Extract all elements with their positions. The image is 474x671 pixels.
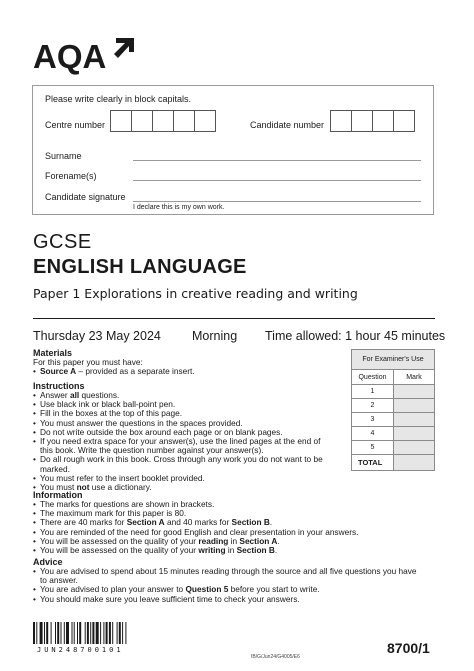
- barcode-bar: [51, 622, 52, 644]
- information-item-text: in: [228, 535, 240, 546]
- centre-digit-box[interactable]: [194, 110, 216, 132]
- instructions-list: [33, 391, 343, 492]
- declaration-text: I declare this is my own work.: [133, 204, 225, 211]
- barcode-bar: [85, 622, 86, 644]
- centre-digit-box[interactable]: [131, 110, 153, 132]
- barcode-bar: [46, 622, 48, 644]
- document-reference: IB/G/Jun24/G4005/E6: [251, 654, 300, 660]
- question-number-cell: 4: [352, 427, 394, 441]
- information-item-emphasis: reading: [198, 535, 229, 546]
- question-number-cell: 2: [352, 399, 394, 413]
- centre-digit-box[interactable]: [110, 110, 132, 132]
- barcode-bar: [87, 622, 89, 644]
- information-item-text: You will be assessed on the quality of your: [40, 545, 199, 556]
- exam-date: Thursday 23 May 2024: [33, 329, 161, 343]
- question-number-cell: 3: [352, 413, 394, 427]
- advice-item-emphasis: Question 5: [185, 584, 229, 595]
- barcode-bar: [122, 622, 123, 644]
- candidate-digit-box[interactable]: [351, 110, 373, 132]
- instruction-text: Fill in the boxes at the top of this page.: [40, 408, 183, 419]
- barcode: [33, 622, 161, 644]
- candidate-number-label: Candidate number: [250, 120, 325, 130]
- advice-item: [40, 567, 453, 576]
- surname-label: Surname: [45, 151, 82, 161]
- instructions-section: [33, 381, 343, 492]
- paper-code: 8700/1: [387, 640, 430, 656]
- mark-cell: [394, 427, 435, 441]
- information-item-emphasis: Section B: [231, 517, 270, 528]
- barcode-bar: [72, 622, 73, 644]
- centre-digit-box[interactable]: [173, 110, 195, 132]
- question-column-header: Question: [352, 370, 394, 385]
- mark-column-header: Mark: [394, 370, 435, 385]
- barcode-bar: [61, 622, 62, 644]
- information-item-emphasis: Section A: [239, 535, 278, 546]
- barcode-bar: [90, 622, 91, 644]
- paper-title: Paper 1 Explorations in creative reading and writing: [33, 286, 358, 301]
- advice-item-text: before you start to write.: [228, 584, 320, 595]
- barcode-bar: [64, 622, 65, 644]
- signature-field[interactable]: [133, 201, 421, 202]
- barcode-bar: [77, 622, 78, 644]
- information-item-text: You will be assessed on the quality of your: [40, 535, 199, 546]
- information-item-text: The marks for questions are shown in brackets.: [40, 499, 215, 509]
- examiners-use-title: For Examiner's Use: [352, 350, 435, 370]
- information-item-text: .: [277, 535, 280, 546]
- qualification-title: GCSE: [33, 231, 92, 253]
- information-item-text: You are reminded of the need for good English and clear presentation in your answers.: [40, 526, 359, 537]
- materials-item: [40, 367, 343, 376]
- materials-section: [33, 348, 343, 376]
- instruction-text: You must: [40, 482, 77, 493]
- mark-cell: [394, 385, 435, 399]
- instruction-item: [40, 437, 343, 446]
- advice-item: [40, 595, 453, 604]
- barcode-bar: [36, 622, 37, 644]
- barcode-bar: [74, 622, 75, 644]
- information-item-text: There are 40 marks for: [40, 517, 127, 528]
- information-list: [33, 500, 433, 555]
- candidate-digit-box[interactable]: [330, 110, 352, 132]
- candidate-digit-box[interactable]: [372, 110, 394, 132]
- mark-cell: [394, 441, 435, 455]
- forename-field[interactable]: [133, 180, 421, 181]
- instruction-text: You must refer to the insert booklet provided.: [40, 472, 205, 483]
- information-item-text: in: [225, 545, 237, 556]
- barcode-bar: [117, 622, 118, 644]
- centre-number-field[interactable]: [110, 110, 215, 132]
- barcode-bar: [92, 622, 94, 644]
- total-mark-cell: [394, 455, 435, 471]
- barcode-bar: [33, 622, 35, 644]
- barcode-bar: [112, 622, 113, 644]
- instruction-emphasis: not: [76, 482, 90, 493]
- total-label: TOTAL: [352, 455, 394, 471]
- question-number-cell: 1: [352, 385, 394, 399]
- information-item: [40, 546, 433, 555]
- barcode-bar: [100, 622, 101, 644]
- instruction-item: [40, 455, 343, 464]
- instruction-text: use a dictionary.: [89, 482, 152, 493]
- materials-list: [33, 367, 343, 376]
- mark-cell: [394, 413, 435, 427]
- materials-item-text: – provided as a separate insert.: [76, 366, 195, 377]
- forename-label: Forename(s): [45, 171, 97, 181]
- barcode-bar: [103, 622, 104, 644]
- barcode-bar: [40, 622, 43, 644]
- advice-section: [33, 557, 453, 604]
- centre-digit-box[interactable]: [152, 110, 174, 132]
- candidate-number-field[interactable]: [330, 110, 414, 132]
- signature-label: Candidate signature: [45, 192, 126, 202]
- information-section: [33, 490, 433, 555]
- barcode-bar: [44, 622, 45, 644]
- barcode-text: JUN248700101: [37, 646, 124, 654]
- instruction-text: Do not write outside the box around each page or on blank pages.: [40, 426, 283, 437]
- information-item-emphasis: writing: [198, 545, 226, 556]
- instruction-text: You must answer the questions in the spaces provided.: [40, 417, 243, 428]
- barcode-bar: [79, 622, 81, 644]
- block-capitals-instruction: Please write clearly in block capitals.: [45, 94, 192, 104]
- instruction-text: this book. Write the question number against your answer(s).: [40, 445, 264, 456]
- advice-item-text: You are advised to plan your answer to: [40, 584, 186, 595]
- barcode-bar: [96, 622, 99, 644]
- instruction-text: Do all rough work in this book. Cross through any work you do not want to be: [40, 454, 323, 465]
- materials-intro: For this paper you must have:: [33, 357, 143, 367]
- question-number-cell: 5: [352, 441, 394, 455]
- barcode-bar: [66, 622, 69, 644]
- barcode-bar: [109, 622, 111, 644]
- information-item-text: The maximum mark for this paper is 80.: [40, 508, 187, 519]
- instruction-text: Answer: [40, 390, 70, 400]
- information-item-text: .: [274, 545, 278, 556]
- subject-title: ENGLISH LANGUAGE: [33, 256, 247, 278]
- instruction-text: If you need extra space for your answer(s), use the lined pages at the end of: [40, 436, 321, 447]
- time-allowed: Time allowed: 1 hour 45 minutes: [265, 329, 446, 343]
- information-item-text: .: [269, 517, 273, 528]
- advice-item-text: You are advised to spend about 15 minutes reading through the source and all five questions you have: [40, 566, 417, 576]
- instruction-text: Use black ink or black ball-point pen.: [40, 399, 176, 410]
- materials-heading: Materials: [33, 348, 73, 358]
- centre-number-label: Centre number: [45, 120, 106, 130]
- information-item-emphasis: Section B: [236, 545, 275, 556]
- materials-item-bold: Source A: [40, 366, 77, 377]
- advice-list: [33, 567, 453, 604]
- instructions-heading: Instructions: [33, 381, 85, 391]
- examiners-use-table: [351, 349, 435, 471]
- advice-item-text: You should make sure you leave sufficient time to check your answers.: [40, 593, 300, 604]
- advice-item-text: to answer.: [40, 575, 78, 586]
- candidate-digit-box[interactable]: [393, 110, 415, 132]
- information-heading: Information: [33, 490, 83, 500]
- barcode-bar: [55, 622, 56, 644]
- aqa-logo: AQA: [33, 38, 107, 75]
- exam-session: Morning: [192, 329, 238, 343]
- aqa-arrow-mark-icon: [112, 38, 134, 62]
- title-divider: [33, 318, 435, 319]
- advice-heading: Advice: [33, 557, 63, 567]
- barcode-bar: [106, 622, 108, 644]
- information-item-text: and 40 marks for: [164, 517, 232, 528]
- instruction-text: marked.: [40, 463, 70, 474]
- mark-cell: [394, 399, 435, 413]
- information-item-emphasis: Section A: [126, 517, 165, 528]
- instruction-emphasis: all: [69, 390, 80, 400]
- barcode-bar: [57, 622, 59, 644]
- surname-field[interactable]: [133, 160, 421, 161]
- instruction-text: questions.: [79, 390, 120, 400]
- barcode-bar: [125, 622, 126, 644]
- barcode-bar: [119, 622, 121, 644]
